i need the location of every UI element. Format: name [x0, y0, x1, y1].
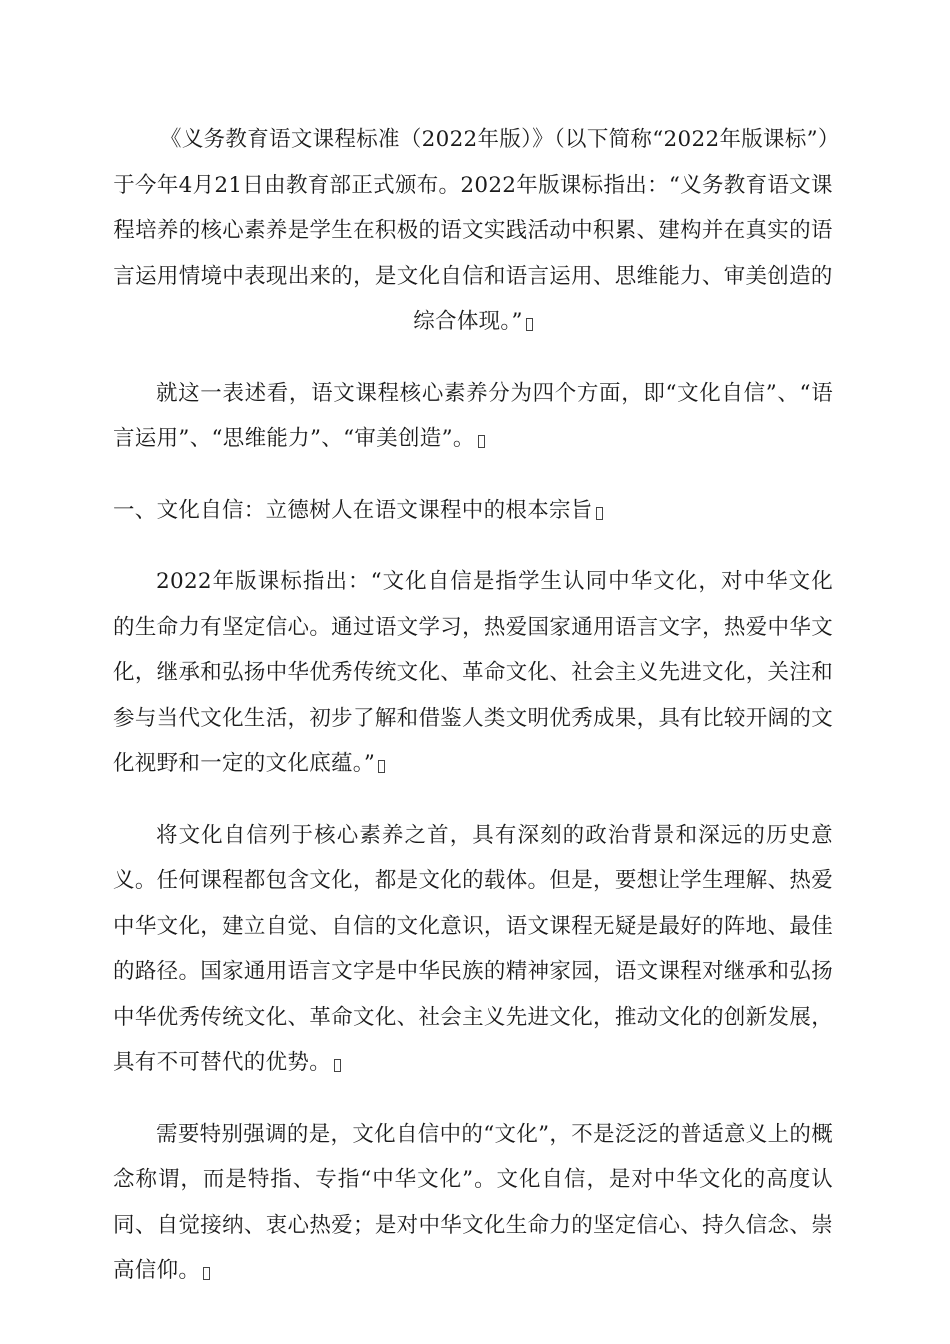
paragraph-mark-icon [596, 507, 603, 520]
significance-paragraph [113, 813, 833, 1086]
four-aspects-paragraph [113, 371, 833, 462]
paragraph-mark-icon [526, 318, 533, 331]
definition-text: 2022年版课标指出：“文化自信是指学生认同中华文化，对中华文化的生命力有坚定信心。通过语文学习，热爱国家通用语言文字，热爱中华文化，继承和弘扬中华优秀传统文化、革命文化、社会主义先进文化，关注和参与当代文化生活，初步了解和借鉴人类文明优秀成果，具有比较开阔的文化视野和一定的文化底蕴。” [113, 569, 833, 776]
intro-paragraph [113, 117, 833, 345]
document-body [113, 117, 833, 1320]
section-heading [113, 488, 833, 534]
definition-paragraph [113, 559, 833, 787]
four-aspects-text: 就这一表述看，语文课程核心素养分为四个方面，即“文化自信”、“语言运用”、“思维能力”、“审美创造”。 [113, 380, 833, 451]
paragraph-mark-icon [478, 435, 485, 448]
paragraph-mark-icon [203, 1267, 210, 1280]
paragraph-mark-icon [378, 760, 385, 773]
significance-text: 将文化自信列于核心素养之首，具有深刻的政治背景和深远的历史意义。任何课程都包含文化，都是文化的载体。但是，要想让学生理解、热爱中华文化，建立自觉、自信的文化意识，语文课程无疑是最好的阵地、最佳的路径。国家通用语言文字是中华民族的精神家园，语文课程对继承和弘扬中华优秀传统文化、革命文化、社会主义先进文化，推动文化的创新发展，具有不可替代的优势。 [113, 822, 833, 1075]
emphasis-paragraph [113, 1112, 833, 1294]
emphasis-text: 需要特别强调的是，文化自信中的“文化”，不是泛泛的普适意义上的概念称谓，而是特指、专指“中华文化”。文化自信，是对中华文化的高度认同、自觉接纳、衷心热爱；是对中华文化生命力的坚定信心、持久信念、崇高信仰。 [113, 1121, 833, 1283]
intro-text: 《义务教育语文课程标准（2022年版）》（以下简称“2022年版课标”）于今年4月21日由教育部正式颁布。2022年版课标指出：“义务教育语文课程培养的核心素养是学生在积极的语文实践活动中积累、建构并在真实的语言运用情境中表现出来的，是文化自信和语言运用、思维能力、审美创造的综合体现。” [113, 127, 833, 334]
paragraph-mark-icon [334, 1059, 341, 1072]
section-heading-text: 一、文化自信：立德树人在语文课程中的根本宗旨 [113, 497, 593, 523]
